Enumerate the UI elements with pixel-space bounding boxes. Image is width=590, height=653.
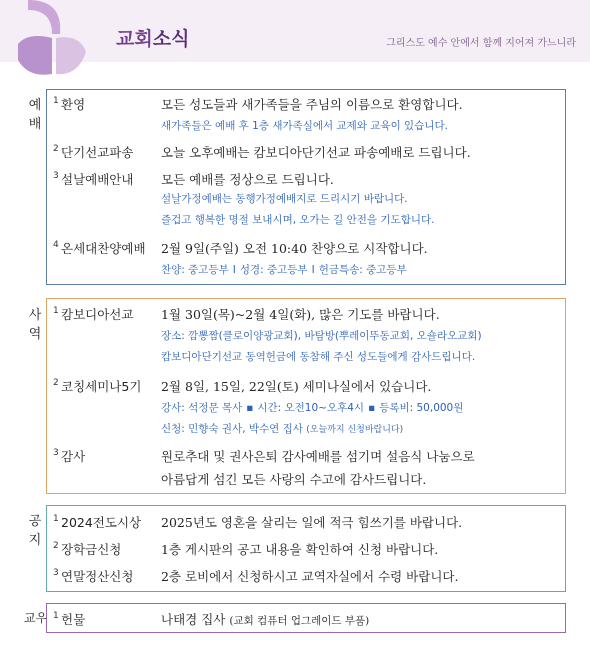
section-label-worship: 예 배 [28,98,42,132]
section-label-notice: 공 지 [28,514,42,548]
logo-icon [18,0,88,80]
section-label-fellowship: 교우 [24,611,48,625]
section-ministry: 1 캄보디아선교 1월 30일(목)~2월 4일(화), 많은 기도를 바랍니다. 장소: 깜뽕짬(클로이양광교회), 바탐방(뿌레이뚜동교회, 오숄라오교회) 캄보디아단기선교 동역헌금에 동참해 주신 성도들에게 감사드립니다. 2 코칭세미나5기 2월 8일, 15일, 22일(토) 세미나실에서 있습니다. 강사: 석정문 목사 ▪ 시간: 오전10~오후4시 ▪ 등록비: 50,000원 신청: 민향숙 권사, 박수연 집사 (오늘까지 신청바랍니다) 3 감사 원로추대 및 권사은퇴 감사예배를 섬기며 설음식 나눔으로 아름답게 섬긴 모든 사랑의 수고에 감사드립니다. [46,298,566,494]
section-label-ministry: 사 역 [28,308,42,342]
section-worship: 1 환영 모든 성도들과 새가족들을 주님의 이름으로 환영합니다. 새가족들은 예배 후 1층 새가족실에서 교제와 교육이 있습니다. 2 단기선교파송 오늘 오후예배는 캄보디아단기선교 파송예배로 드립니다. 3 설날예배안내 모든 예배를 정상으로 드립니다. 설날가정예배는 동행가정예배지로 드리시기 바랍니다. 즐겁고 행복한 명절 보내시며, 오가는 길 안전을 기도합니다. 4 온세대찬양예배 2월 9일(주일) 오전 10:40 찬양으로 시작합니다. 찬양: 중고등부 I 성경: 중고등부 I 헌금특송: 중고등부 [46,89,566,285]
section-fellowship: 1 헌물 나태경 집사 (교회 컴퓨터 업그레이드 부품) [46,603,566,633]
slogan: 그리스도 예수 안에서 함께 지어져 가느니라 [386,38,576,49]
section-notice: 1 2024전도시상 2025년도 영혼을 살리는 일에 적극 힘쓰기를 바랍니다. 2 장학금신청 1층 게시판의 공고 내용을 확인하여 신청 바랍니다. 3 연말정산신청 2층 로비에서 신청하시고 교역자실에서 수령 바랍니다. [46,505,566,592]
page-title: 교회소식 [116,28,190,50]
header-band [0,0,590,62]
